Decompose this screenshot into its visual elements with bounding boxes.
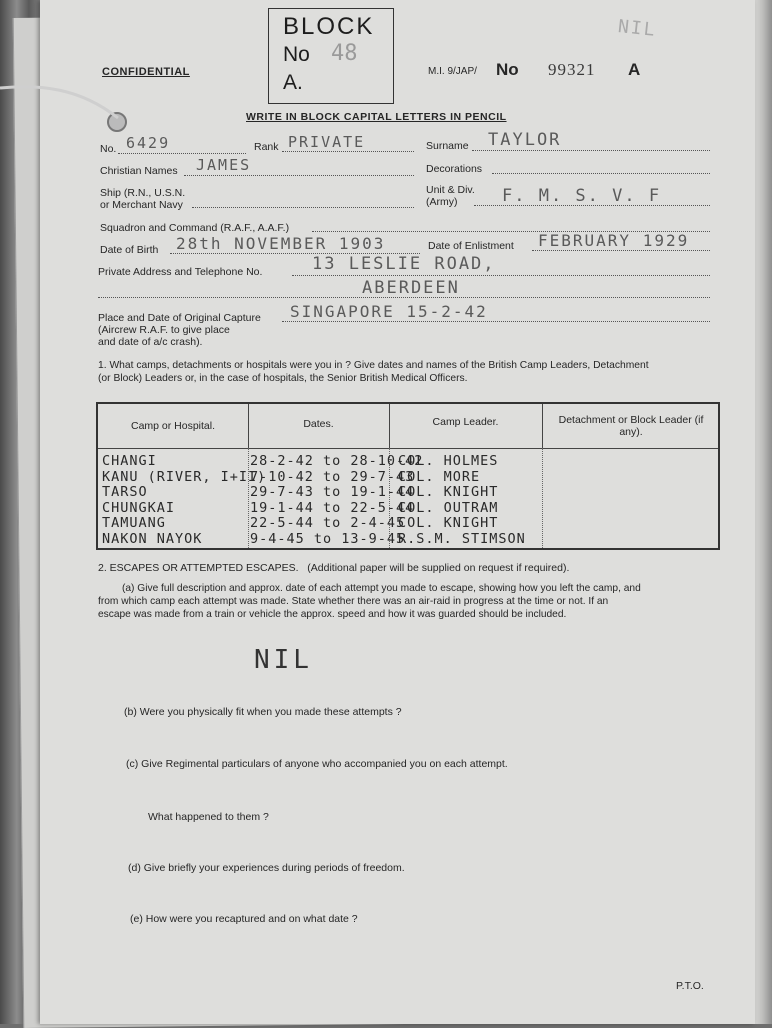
section-1-question-line-1: 1. What camps, detachments or hospitals were you in ? Give dates and names of the British Camp Leaders, Detachment	[98, 360, 649, 371]
squadron-label: Squadron and Command (R.A.F., A.A.F.)	[100, 222, 290, 234]
unit-value: F. M. S. V. F	[502, 186, 662, 206]
no-label: No.	[100, 143, 117, 155]
capture-label-3: and date of a/c crash).	[98, 336, 203, 348]
dates-cell: 19-1-44 to 22-5-44	[250, 499, 415, 516]
serial-number: 99321	[548, 60, 596, 79]
block-word: BLOCK	[283, 13, 375, 40]
unit-label-2: (Army)	[426, 196, 458, 208]
camp-leader-cell: COL. OUTRAM	[398, 499, 499, 516]
enlistment-value: FEBRUARY 1929	[538, 231, 690, 250]
enlistment-label: Date of Enlistment	[428, 240, 514, 252]
section-1-question-line-2: (or Block) Leaders or, in the case of hospitals, the Senior British Medical Officers.	[98, 373, 468, 384]
block-letter: A.	[283, 71, 303, 94]
dates-cell: 29-7-43 to 19-1-44	[250, 484, 415, 500]
header-detachment-leader: Detachment or Block Leader (if any).	[558, 414, 704, 438]
address-line-2: ABERDEEN	[362, 278, 460, 298]
camp-table	[96, 402, 720, 550]
tag-string	[0, 82, 120, 122]
decorations-label: Decorations	[426, 163, 483, 175]
camp-leader-cell: COL. HOLMES	[398, 453, 499, 469]
question-a-line-2: from which camp each attempt was made. State whether there was an air-raid in progress at the time or not. If an	[98, 596, 609, 607]
camp-leader-cell: R.S.M. STIMSON	[398, 530, 526, 547]
unit-label-1: Unit & Div.	[426, 184, 475, 196]
camp-name-cell: TAMUANG	[102, 515, 166, 531]
surname-value: TAYLOR	[488, 130, 562, 150]
camp-name-cell: NAKON NAYOK	[102, 530, 203, 547]
christian-names-label: Christian Names	[100, 165, 178, 177]
address-label: Private Address and Telephone No.	[98, 266, 263, 278]
section-2-note: (Additional paper will be supplied on request if required).	[307, 562, 570, 574]
question-c: (c) Give Regimental particulars of anyone who accompanied you on each attempt.	[126, 758, 508, 770]
pto-label: P.T.O.	[676, 980, 704, 992]
serial-letter: A	[628, 60, 641, 79]
capture-label-2: (Aircrew R.A.F. to give place	[98, 324, 230, 336]
question-a-line-1: (a) Give full description and approx. date of each attempt you made to escape, showing how you left the camp, and	[122, 583, 641, 594]
question-d: (d) Give briefly your experiences during periods of freedom.	[128, 862, 405, 874]
number-label: No	[496, 60, 519, 79]
address-line-1: 13 LESLIE ROAD,	[312, 254, 496, 274]
dates-cell: 9-4-45 to 13-9-45	[250, 530, 406, 547]
dates-cell: 28-2-42 to 28-10-42	[250, 453, 424, 469]
christian-names-value: JAMES	[196, 156, 252, 174]
camp-name-cell: KANU (RIVER, I+II)	[102, 468, 267, 485]
header-camp-leader: Camp Leader.	[432, 416, 499, 428]
camp-leader-cell: COL. MORE	[398, 468, 481, 485]
block-no-label: No	[283, 43, 310, 66]
dob-label: Date of Birth	[100, 244, 159, 256]
dates-cell: 7-10-42 to 29-7-43	[250, 468, 415, 485]
header-dates: Dates.	[303, 418, 334, 430]
rank-label: Rank	[254, 141, 279, 153]
ship-label-1: Ship (R.N., U.S.N.	[100, 187, 186, 199]
section-2-heading	[98, 562, 569, 574]
block-number: 48	[331, 41, 358, 66]
camp-leader-cell: COL. KNIGHT	[398, 484, 499, 500]
mi-reference: M.I. 9/JAP/	[428, 66, 477, 77]
ship-label-2: or Merchant Navy	[100, 199, 183, 211]
surname-label: Surname	[426, 140, 469, 152]
capture-value: SINGAPORE 15-2-42	[290, 302, 488, 321]
capture-label-1: Place and Date of Original Capture	[98, 312, 261, 324]
camp-leader-cell: COL. KNIGHT	[398, 515, 499, 531]
block-stamp-box	[268, 8, 394, 104]
corner-handwritten-note: NIL	[617, 16, 658, 41]
camp-name-cell: TARSO	[102, 484, 148, 500]
dates-cell: 22-5-44 to 2-4-45	[250, 515, 406, 531]
question-e: (e) How were you recaptured and on what date ?	[130, 913, 358, 925]
confidential-label: CONFIDENTIAL	[102, 66, 190, 78]
instruction-heading: WRITE IN BLOCK CAPITAL LETTERS IN PENCIL	[246, 111, 507, 123]
question-b: (b) Were you physically fit when you made these attempts ?	[124, 706, 402, 718]
camp-name-cell: CHANGI	[102, 453, 157, 469]
escape-answer: NIL	[254, 645, 313, 675]
dob-value: 28th NOVEMBER 1903	[176, 234, 386, 253]
form-sheet	[40, 0, 755, 1024]
section-2-title: 2. ESCAPES OR ATTEMPTED ESCAPES.	[98, 562, 299, 574]
rank-value: PRIVATE	[288, 133, 366, 151]
service-number-value: 6429	[126, 134, 171, 152]
camp-name-cell: CHUNGKAI	[102, 499, 176, 516]
question-c-followup: What happened to them ?	[148, 811, 269, 823]
header-camp: Camp or Hospital.	[130, 420, 216, 432]
question-a-line-3: escape was made from a train or vehicle the approx. speed and how it was guarded should be included.	[98, 609, 567, 620]
